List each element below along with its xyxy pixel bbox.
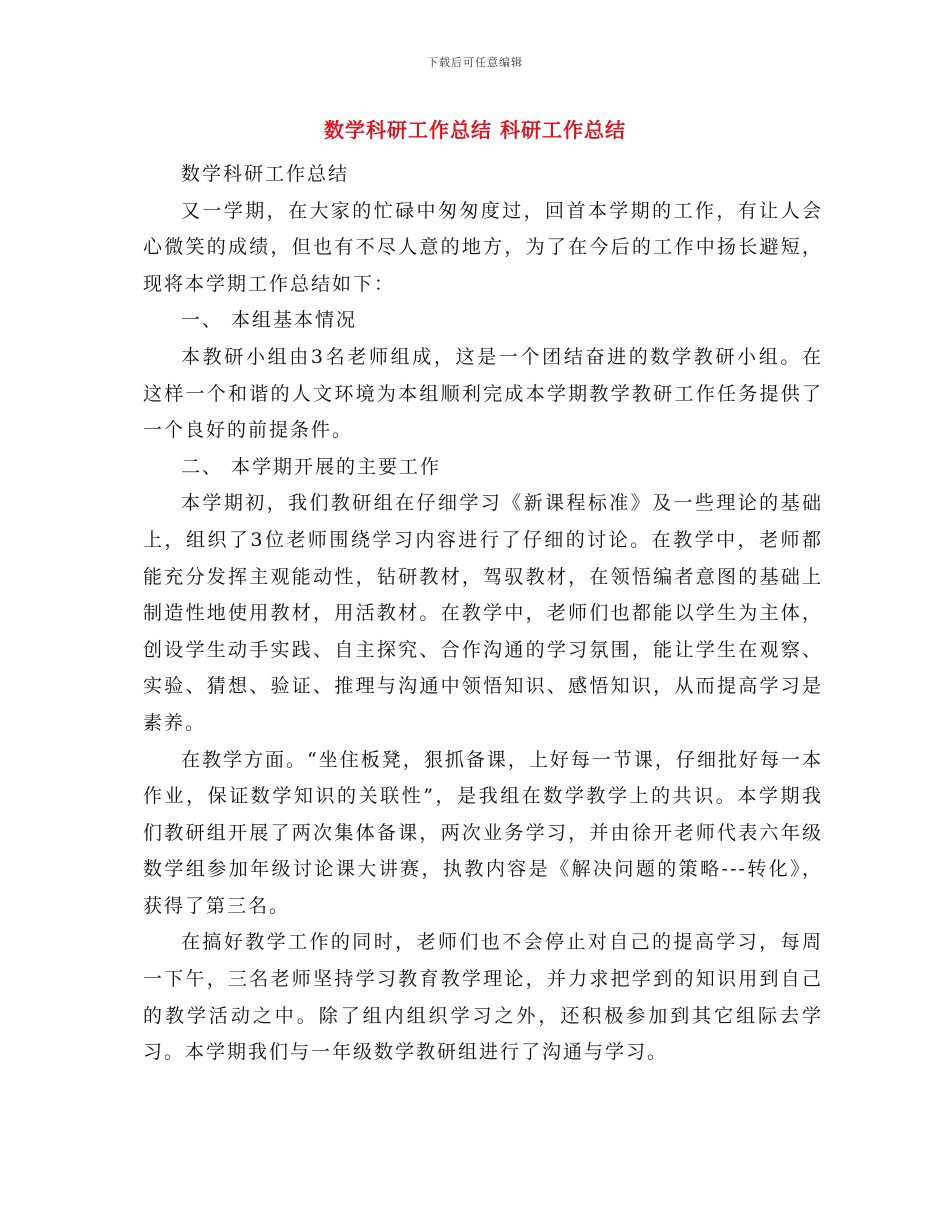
body-paragraph-intro: 又一学期，在大家的忙碌中匆匆度过，回首本学期的工作，有让人会心微笑的成绩，但也有不尽人意的地方，为了在今后的工作中扬长避短，现将本学期工作总结如下： bbox=[143, 199, 823, 295]
document-title: 数学科研工作总结 科研工作总结 bbox=[324, 118, 626, 142]
body-paragraph-group-info: 本教研小组由3名老师组成，这是一个团结奋进的数学教研小组。在这样一个和谐的人文环境为本组顺利完成本学期教学教研工作任务提供了一个良好的前提条件。 bbox=[143, 345, 823, 442]
section-heading-1: 一、 本组基本情况 bbox=[181, 309, 358, 332]
body-paragraph-main-work: 本学期初，我们教研组在仔细学习《新课程标准》及一些理论的基础上，组织了3位老师围绕学习内容进行了仔细的讨论。在教学中，老师都能充分发挥主观能动性，钻研教材，驾驭教材，在领悟编者意图的基础上制造性地使用教材，用活教材。在教学中，老师们也都能以学生为主体，创设学生动手实践、自主探究、合作沟通的学习氛围，能让学生在观察、实验、猜想、验证、推理与沟通中领悟知识、感悟知识，从而提高学习是素养。 bbox=[143, 492, 823, 734]
document-body bbox=[143, 156, 823, 1071]
body-paragraph-study: 在搞好教学工作的同时，老师们也不会停止对自己的提高学习，每周一下午，三名老师坚持学习教育教学理论，并力求把学到的知识用到自己的教学活动之中。除了组内组织学习之外，还积极参加到其它组际去学习。本学期我们与一年级数学教研组进行了沟通与学习。 bbox=[143, 931, 823, 1064]
body-paragraph-subtitle: 数学科研工作总结 bbox=[181, 163, 350, 185]
section-heading-2: 二、 本学期开展的主要工作 bbox=[181, 455, 442, 478]
header-note: 下载后可任意编辑 bbox=[427, 56, 523, 69]
body-paragraph-teaching: 在教学方面。“坐住板凳，狠抓备课，上好每一节课，仔细批好每一本作业，保证数学知识的关联性”，是我组在数学教学上的共识。本学期我们教研组开展了两次集体备课，两次业务学习，并由徐开老师代表六年级数学组参加年级讨论课大讲赛，执教内容是《解决问题的策略---转化》，获得了第三名。 bbox=[143, 748, 823, 917]
